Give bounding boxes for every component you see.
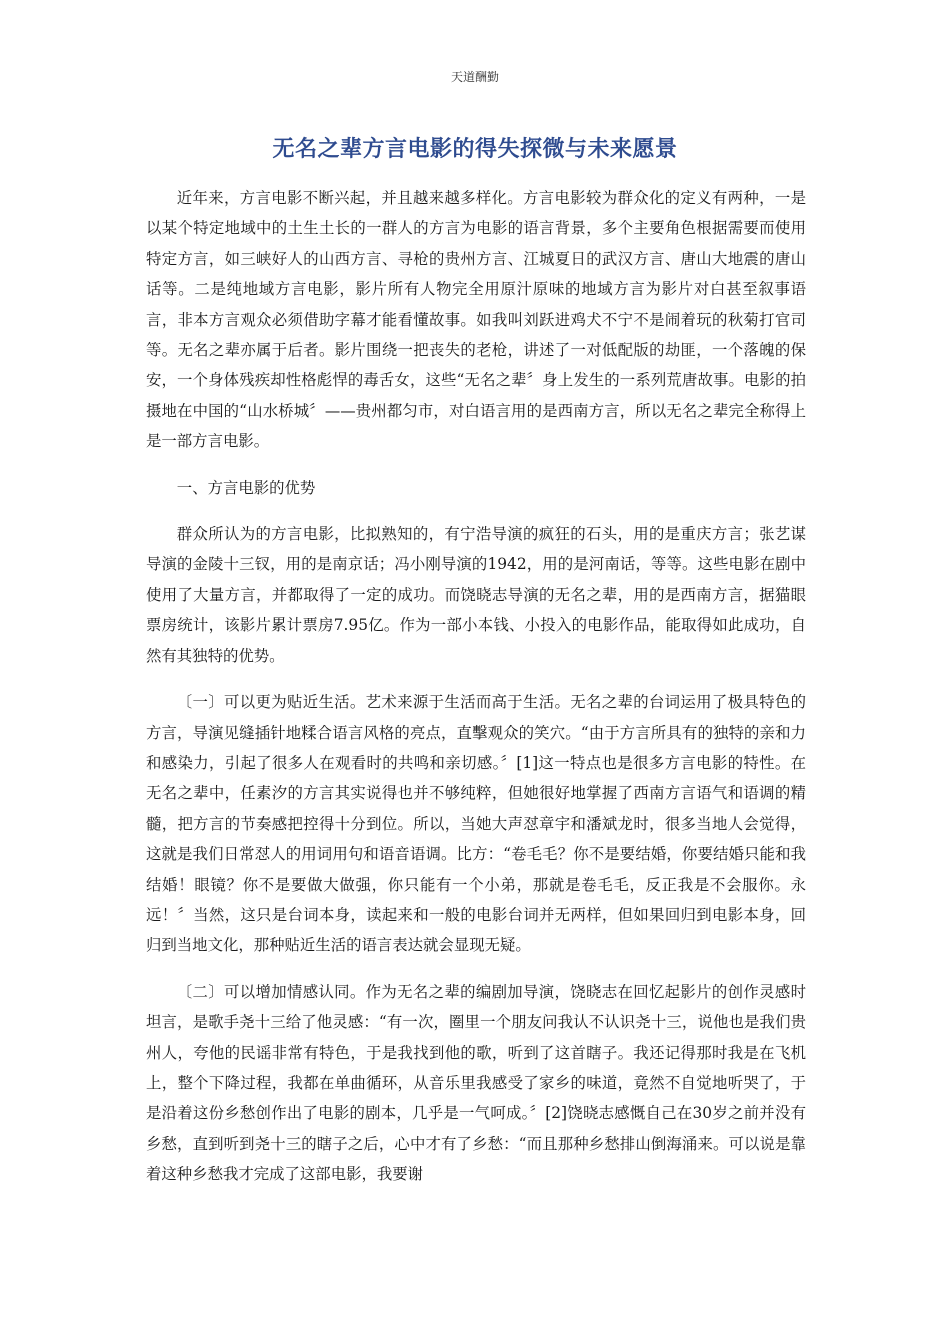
document-body — [146, 183, 806, 1190]
intro-paragraph: 近年来，方言电影不断兴起，并且越来越多样化。方言电影较为群众化的定义有两种，一是以某个特定地域中的土生土长的一群人的方言为电影的语言背景，多个主要角色根据需要而使用特定方言，如三峡好人的山西方言、寻枪的贵州方言、江城夏日的武汉方言、唐山大地震的唐山话等。二是纯地域方言电影，影片所有人物完全用原汁原味的地域方言为影片对白甚至叙事语言，非本方言观众必须借助字幕才能看懂故事。如我叫刘跃进鸡犬不宁不是闹着玩的秋菊打官司等。无名之辈亦属于后者。影片围绕一把丧失的老枪，讲述了一对低配版的劫匪，一个落魄的保安，一个身体残疾却性格彪悍的毒舌女，这些“无名之辈〞身上发生的一系列荒唐故事。电影的拍摄地在中国的“山水桥城〞——贵州都匀市，对白语言用的是西南方言，所以无名之辈完全称得上是一部方言电影。 — [146, 189, 806, 451]
section-paragraph: 〔二〕可以增加情感认同。作为无名之辈的编剧加导演，饶晓志在回忆起影片的创作灵感时坦言，是歌手尧十三给了他灵感：“有一次，圈里一个朋友问我认不认识尧十三，说他也是我们贵州人，夸他的民谣非常有特色，于是我找到他的歌，听到了这首瞎子。我还记得那时我是在飞机上，整个下降过程，我都在单曲循环，从音乐里我感受了家乡的味道，竟然不自觉地听哭了，于是沿着这份乡愁创作出了电影的剧本，几乎是一气呵成。〞[2]饶晓志感慨自己在30岁之前并没有乡愁，直到听到尧十三的瞎子之后，心中才有了乡愁：“而且那种乡愁排山倒海涌来。可以说是靠着这种乡愁我才完成了这部电影，我要谢 — [146, 982, 806, 1184]
section-paragraph: 群众所认为的方言电影，比拟熟知的，有宁浩导演的疯狂的石头，用的是重庆方言；张艺谋导演的金陵十三钗，用的是南京话；冯小刚导演的1942，用的是河南话，等等。这些电影在剧中使用了大量方言，并都取得了一定的成功。而饶晓志导演的无名之辈，用的是西南方言，据猫眼票房统计，该影片累计票房7.95亿。作为一部小本钱、小投入的电影作品，能取得如此成功，自然有其独特的优势。 — [146, 525, 806, 665]
document-title: 无名之辈方言电影的得失探微与未来愿景 — [272, 137, 678, 162]
section-paragraph: 〔一〕可以更为贴近生活。艺术来源于生活而高于生活。无名之辈的台词运用了极具特色的方言，导演见缝插针地糅合语言风格的亮点，直擊观众的笑穴。“由于方言所具有的独特的亲和力和感染力，引起了很多人在观看时的共鸣和亲切感。〞[1]这一特点也是很多方言电影的特性。在无名之辈中，任素汐的方言其实说得也并不够纯粹，但她很好地掌握了西南方言语气和语调的精髓，把方言的节奏感把控得十分到位。所以，当她大声怼章宇和潘斌龙时，很多当地人会觉得，这就是我们日常怼人的用词用句和语音语调。比方：“卷毛毛？你不是要结婚，你要结婚只能和我结婚！眼镜？你不是要做大做强，你只能有一个小弟，那就是卷毛毛，反正我是不会服你。永远！〞当然，这只是台词本身，读起来和一般的电影台词并无两样，但如果回归到电影本身，回归到当地文化，那种贴近生活的语言表达就会显现无疑。 — [146, 693, 806, 955]
page-header: 天道酬勤 — [450, 70, 499, 84]
section-heading: 一、方言电影的优势 — [176, 478, 316, 497]
